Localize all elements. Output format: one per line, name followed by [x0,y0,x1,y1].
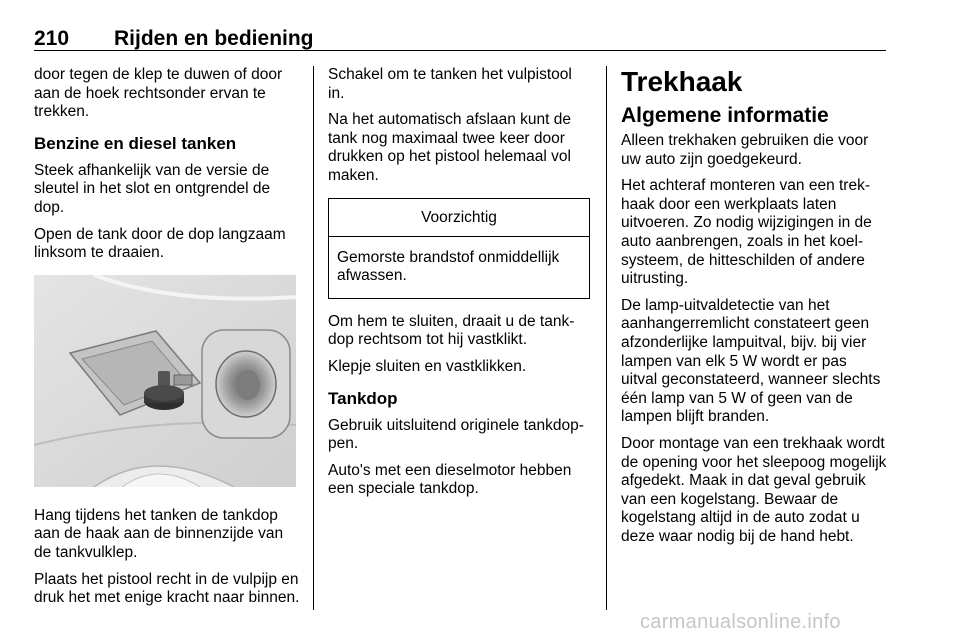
chapter-title: Rijden en bediening [114,27,314,50]
paragraph: Gebruik uitsluitend originele tankdop-pen. [328,416,584,453]
paragraph: Klepje sluiten en vastklikken. [328,357,527,375]
paragraph: Plaats het pistool recht in de vulpijp en druk het met enige kracht naar binnen. [34,570,300,607]
paragraph: Door montage van een trekhaak wordt de opening voor het sleepoog mogelijk afgedekt. Maak in dat geval gebruik van een kogelstang. Bewaar de kogelstang altijd in de auto zodat u deze waar nodig bij de hand hebt. [621,434,887,545]
fuel-cap-illustration [34,275,296,487]
column-1 [34,66,300,616]
column-divider-2 [606,66,607,610]
paragraph: door tegen de klep te duwen of door aan de hoek rechtsonder ervan te trekken. [34,66,283,121]
header-rule [34,50,886,51]
page-number: 210 [34,27,70,50]
caution-text: Gemorste brandstof onmiddellijk afwassen. [337,248,560,285]
section-title-trekhaak: Trekhaak [621,66,743,97]
paragraph: Auto's met een dieselmotor hebben een speciale tankdop. [328,461,572,498]
paragraph: Alleen trekhaken gebruiken die voor uw auto zijn goedgekeurd. [621,132,869,168]
caution-title: Voorzichtig [329,199,589,237]
paragraph: De lamp-uitvaldetectie van het aanhangerremlicht constateert geen afzonderlijke lampuitval, bijv. bij vier lampen van elk 5 W wordt er pas uitval geconstateerd, wanneer slechts één lamp van 5 W of geen van de lampen blijft branden. [621,296,881,426]
paragraph: Na het automatisch afslaan kunt de tank nog maximaal twee keer door drukken op het pistool helemaal vol maken. [328,111,571,184]
section-heading-tankdop: Tankdop [328,388,398,408]
column-3 [621,66,887,554]
paragraph: Om hem te sluiten, draait u de tank-dop rechtsom tot hij vastklikt. [328,312,575,349]
paragraph: Open de tank door de dop langzaam linksom te draaien. [34,225,286,262]
watermark: carmanualsonline.info [640,611,841,633]
paragraph: Het achteraf monteren van een trek-haak door een werkplaats laten uitvoeren. Zo nodig wijzigingen in de auto aanbrengen, zoals in het koel-systeem, de hitteschilden of andere uitrusting. [621,177,872,288]
paragraph: Hang tijdens het tanken de tankdop aan de haak aan de binnenzijde van de tankvulklep. [34,506,284,561]
column-divider-1 [313,66,314,610]
page-header [34,27,886,51]
section-heading-fuel: Benzine en diesel tanken [34,133,237,153]
caution-box [328,198,590,299]
column-2 [328,66,590,507]
paragraph: Steek afhankelijk van de versie de sleutel in het slot en ontgrendel de dop. [34,161,271,216]
fuel-flap-drawing [34,275,296,487]
paragraph: Schakel om te tanken het vulpistool in. [328,66,572,102]
subsection-title: Algemene informatie [621,104,829,127]
